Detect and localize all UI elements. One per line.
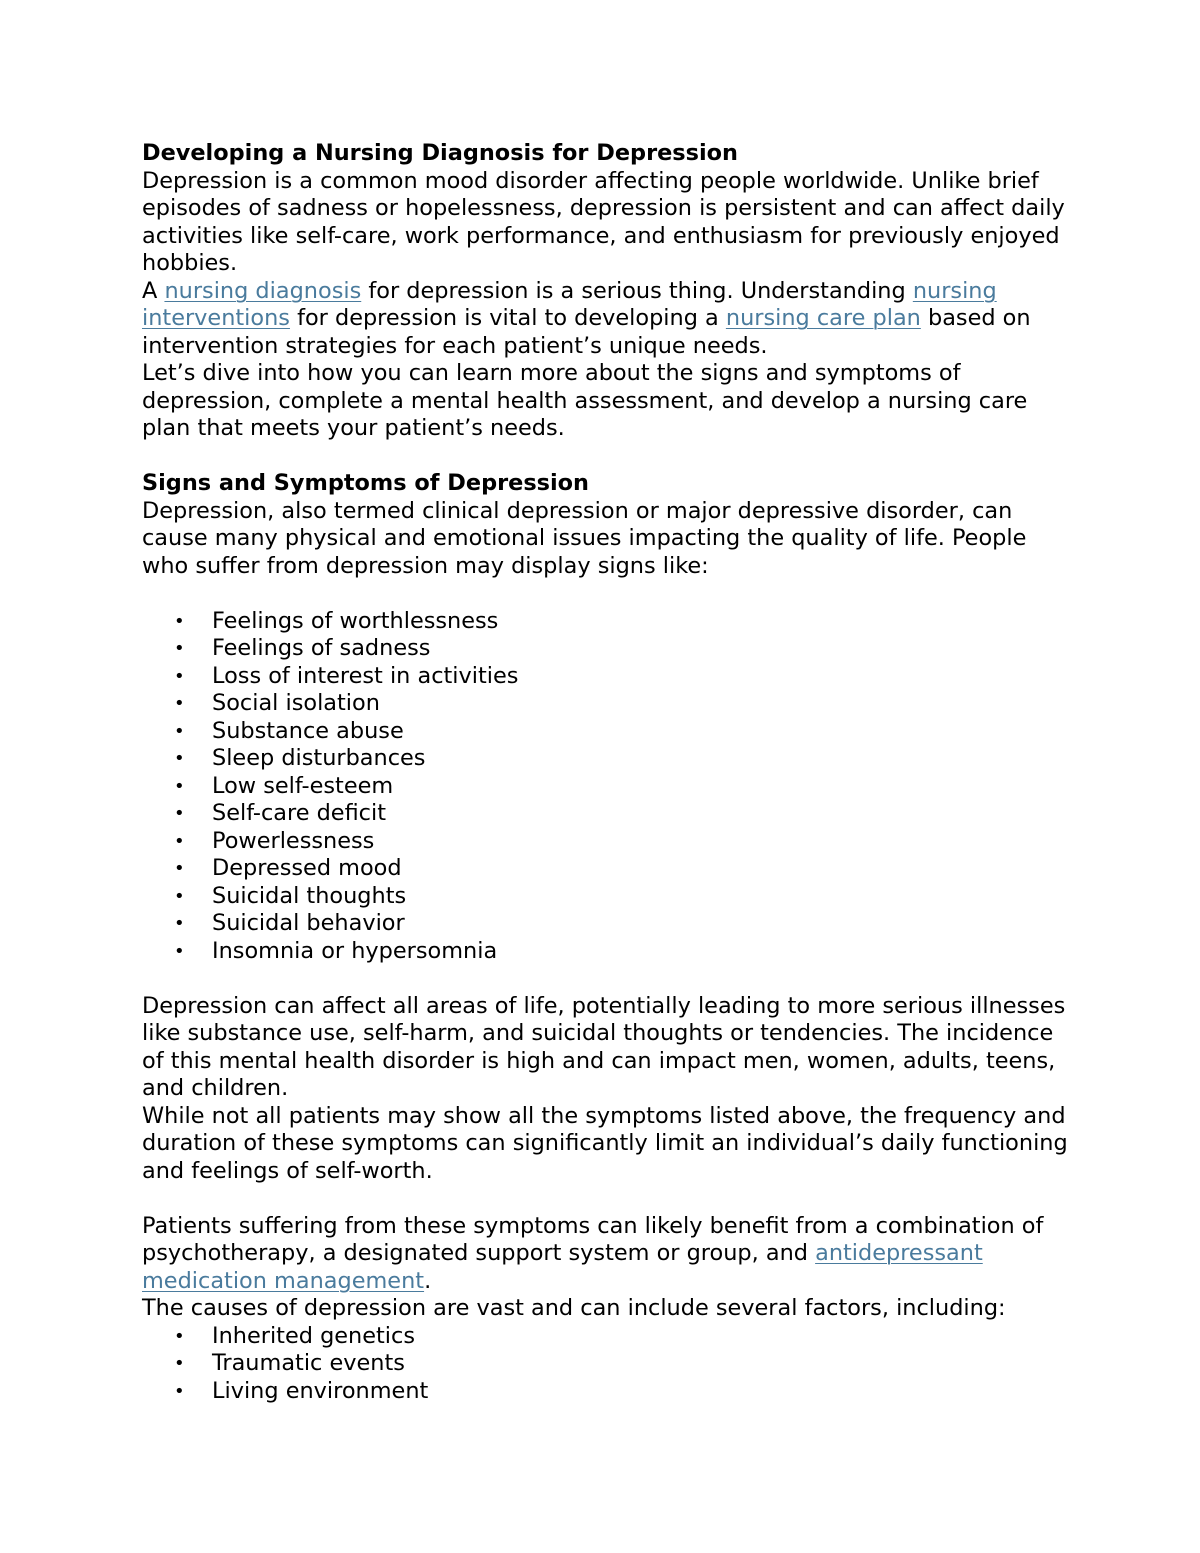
paragraph-causes-intro: The causes of depression are vast and can include several factors, including: [142,1295,1006,1321]
list-item-text: Low self-esteem [212,772,394,799]
list-item [142,773,1077,801]
bullet-icon: • [174,803,185,824]
list-item-text: Insomnia or hypersomnia [212,937,498,964]
document-page [142,140,1077,1405]
bullet-icon: • [174,665,185,687]
text-run: based on intervention strategies for each patient’s unique needs. [142,305,1031,359]
bullet-icon: • [174,1353,185,1374]
list-item [142,718,1077,746]
list-item-text: Inherited genetics [212,1322,416,1349]
blank-line [142,580,1077,608]
text-run: Patients suffering from these symptoms can likely benefit from a combination of psychotherapy, a designated support system or group, and [142,1212,1044,1266]
signs-list [142,608,1077,966]
bullet-icon: • [174,693,185,714]
list-item-text: Substance abuse [212,717,404,744]
blank-line [142,965,1077,993]
bullet-icon: • [174,885,185,907]
list-item [142,663,1077,691]
blank-line [142,443,1077,471]
paragraph-signs-intro: Depression, also termed clinical depression or major depressive disorder, can cause many physical and emotional issues impacting the quality of life. People who suffer from depression may display signs like: [142,497,1027,579]
link-antidepressant-medication[interactable]: antidepressant medication management [142,1240,983,1294]
bullet-icon: • [174,610,185,632]
list-item-text: Social isolation [212,690,380,716]
link-nursing-care-plan[interactable]: nursing care plan [725,305,921,331]
list-item-text: Depressed mood [212,855,402,881]
text-run: for depression is a serious thing. Understanding [361,277,913,304]
list-item [142,635,1077,663]
list-item-text: Sleep disturbances [212,745,426,771]
list-item-text: Powerlessness [212,827,375,854]
list-item [142,910,1077,938]
paragraph-affect-all-areas: Depression can affect all areas of life, potentially leading to more serious illnesses like substance use, self-harm, and suicidal thoughts or tendencies. The incidence of this mental health disorder is high and can impact men, women, adults, teens, and children. [142,992,1066,1101]
text-run: . [424,1267,432,1294]
bullet-icon: • [174,1380,185,1402]
bullet-icon: • [174,638,185,659]
list-item-text: Traumatic events [212,1350,405,1376]
list-item [142,800,1077,828]
causes-list [142,1323,1077,1406]
bullet-icon: • [174,913,185,934]
list-item-text: Feelings of sadness [212,635,431,661]
list-item [142,1350,1077,1378]
bullet-icon: • [174,858,185,879]
list-item-text: Feelings of worthlessness [212,607,499,634]
link-nursing-interventions[interactable]: nursing interventions [142,277,997,331]
bullet-icon: • [174,1325,185,1347]
blank-line [142,1185,1077,1213]
bullet-icon: • [174,940,185,962]
list-item [142,883,1077,911]
paragraph-depression-intro: Depression is a common mood disorder affecting people worldwide. Unlike brief episodes of sadness or hopelessness, depression is persistent and can affect daily activities like self-care, work performance, and enthusiasm for previously enjoyed hobbies. [142,167,1065,276]
paragraph-patients-benefit [142,1213,1077,1296]
list-item-text: Suicidal behavior [212,910,405,936]
list-item-text: Loss of interest in activities [212,662,519,689]
paragraph-lets-dive: Let’s dive into how you can learn more about the signs and symptoms of depression, complete a mental health assessment, and develop a nursing care plan that meets your patient’s needs. [142,360,1028,441]
section-heading-signs-symptoms: Signs and Symptoms of Depression [142,470,589,496]
list-item [142,855,1077,883]
list-item-text: Living environment [212,1377,429,1404]
link-nursing-diagnosis[interactable]: nursing diagnosis [164,277,362,304]
list-item [142,745,1077,773]
paragraph-nursing-diagnosis [142,278,1077,361]
text-run: for depression is vital to developing a [289,305,726,331]
bullet-icon: • [174,830,185,852]
text-run: A [142,277,165,304]
bullet-icon: • [174,748,185,769]
list-item [142,608,1077,636]
list-item [142,1378,1077,1406]
bullet-icon: • [174,775,185,797]
list-item [142,1323,1077,1351]
bullet-icon: • [174,720,185,742]
list-item-text: Suicidal thoughts [212,882,407,909]
section-heading-nursing-diagnosis: Developing a Nursing Diagnosis for Depression [142,140,738,166]
list-item [142,938,1077,966]
list-item-text: Self-care deficit [212,800,386,826]
list-item [142,828,1077,856]
list-item [142,690,1077,718]
paragraph-while-not-all: While not all patients may show all the symptoms listed above, the frequency and duration of these symptoms can significantly limit an individual’s daily functioning and feelings of self-worth. [142,1102,1068,1184]
